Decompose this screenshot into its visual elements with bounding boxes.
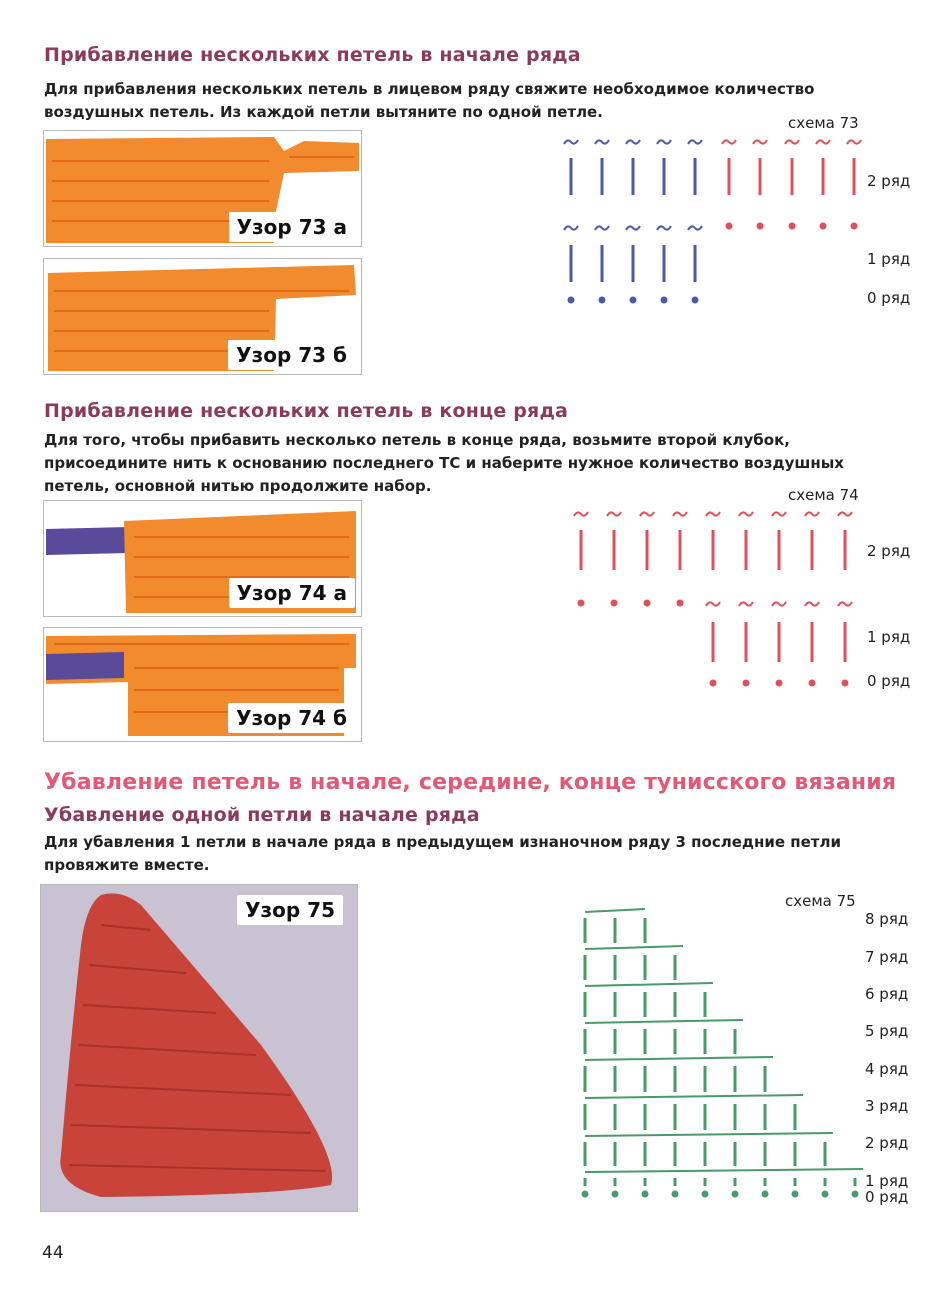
chain-stitch-mark [640,512,654,516]
chain-stitch-mark [772,512,786,516]
photo-pattern-74a [43,500,362,617]
chain-stitch-mark [739,512,753,516]
chain-stitch-mark [838,512,852,516]
loop-dot-mark [776,680,783,687]
loop-dot-mark [642,1191,649,1198]
loop-dot-mark [672,1191,679,1198]
caption-pattern-73a: Узор 73 а [229,212,355,242]
loop-dot-mark [822,1191,829,1198]
loop-dot-mark [726,223,733,230]
chain-stitch-mark [607,512,621,516]
section3-text-line2: провяжите вместе. [44,856,210,874]
loop-dot-mark [809,680,816,687]
loop-dot-mark [582,1191,589,1198]
chain-stitch-mark [657,226,671,230]
row-line-mark [585,909,645,912]
loop-dot-mark [842,680,849,687]
scheme-73-row-label: 1 ряд [867,250,911,268]
section2-text-line2: присоедините нить к основанию последнего ТС и наберите нужное количество воздушных [44,454,844,472]
section3-heading: Убавление петель в начале, середине, конце тунисского вязания [44,770,897,795]
caption-pattern-73b: Узор 73 б [228,340,355,370]
scheme-75-row-label: 1 ряд [865,1172,909,1190]
scheme-75-row-label: 8 ряд [865,910,909,928]
chain-stitch-mark [838,602,852,606]
photo-pattern-73a [43,130,362,247]
loop-dot-mark [820,223,827,230]
scheme-73-row-label: 0 ряд [867,289,911,307]
loop-dot-mark [644,600,651,607]
caption-pattern-74b: Узор 74 б [228,703,355,733]
scheme-75-row-label: 0 ряд [865,1188,909,1206]
chain-stitch-mark [657,140,671,144]
loop-dot-mark [599,297,606,304]
scheme-75-row-label: 5 ряд [865,1022,909,1040]
row-line-mark [585,1095,803,1098]
section1-text-line2: воздушных петель. Из каждой петли вытяните по одной петле. [44,103,603,121]
section1-title: Прибавление нескольких петель в начале ряда [44,44,581,66]
chain-stitch-mark [595,140,609,144]
row-line-mark [585,946,683,949]
section3-text-line1: Для убавления 1 петли в начале ряда в предыдущем изнаночном ряду 3 последние петли [44,833,841,851]
row-line-mark [585,1133,833,1136]
chain-stitch-mark [626,140,640,144]
scheme-75-row-label: 7 ряд [865,948,909,966]
scheme-75-diagram [575,900,875,1200]
loop-dot-mark [792,1191,799,1198]
chain-stitch-mark [688,226,702,230]
chain-stitch-mark [739,602,753,606]
section2-title: Прибавление нескольких петель в конце ряда [44,400,569,422]
scheme-74-row-label: 2 ряд [867,542,911,560]
chain-stitch-mark [706,602,720,606]
chain-stitch-mark [753,140,767,144]
photo-pattern-74b [43,627,362,742]
loop-dot-mark [568,297,575,304]
chain-stitch-mark [785,140,799,144]
chain-stitch-mark [564,140,578,144]
photo-pattern-75 [40,884,358,1212]
loop-dot-mark [757,223,764,230]
loop-dot-mark [611,600,618,607]
caption-pattern-74a: Узор 74 а [229,578,355,608]
section2-text-line1: Для того, чтобы прибавить несколько петель в конце ряда, возьмите второй клубок, [44,431,790,449]
scheme-74-label: схема 74 [788,486,859,504]
loop-dot-mark [702,1191,709,1198]
row-line-mark [585,1020,743,1023]
scheme-74-row-label: 0 ряд [867,672,911,690]
loop-dot-mark [851,223,858,230]
section2-text-line3: петель, основной нитью продолжите набор. [44,477,432,495]
scheme-74-diagram [565,500,885,700]
loop-dot-mark [692,297,699,304]
loop-dot-mark [612,1191,619,1198]
chain-stitch-mark [673,512,687,516]
row-line-mark [585,1057,773,1060]
caption-pattern-75: Узор 75 [237,895,343,925]
chain-stitch-mark [805,512,819,516]
knit-swatch-75 [41,885,357,1211]
chain-stitch-mark [706,512,720,516]
scheme-75-row-label: 6 ряд [865,985,909,1003]
loop-dot-mark [789,223,796,230]
scheme-75-row-label: 3 ряд [865,1097,909,1115]
chain-stitch-mark [564,226,578,230]
chain-stitch-mark [722,140,736,144]
loop-dot-mark [732,1191,739,1198]
chain-stitch-mark [816,140,830,144]
section3-title: Убавление одной петли в начале ряда [44,804,480,826]
chain-stitch-mark [595,226,609,230]
loop-dot-mark [743,680,750,687]
chain-stitch-mark [574,512,588,516]
loop-dot-mark [677,600,684,607]
loop-dot-mark [852,1191,859,1198]
photo-pattern-73b [43,258,362,375]
scheme-75-label: схема 75 [785,892,856,910]
loop-dot-mark [661,297,668,304]
loop-dot-mark [762,1191,769,1198]
page-number: 44 [42,1243,64,1263]
chain-stitch-mark [805,602,819,606]
scheme-75-row-label: 4 ряд [865,1060,909,1078]
chain-stitch-mark [772,602,786,606]
row-line-mark [585,1169,863,1172]
section1-text-line1: Для прибавления нескольких петель в лицевом ряду свяжите необходимое количество [44,80,815,98]
scheme-74-row-label: 1 ряд [867,628,911,646]
chain-stitch-mark [688,140,702,144]
loop-dot-mark [578,600,585,607]
scheme-75-row-label: 2 ряд [865,1134,909,1152]
row-line-mark [585,983,713,986]
chain-stitch-mark [626,226,640,230]
loop-dot-mark [710,680,717,687]
scheme-73-label: схема 73 [788,114,859,132]
loop-dot-mark [630,297,637,304]
scheme-73-diagram [555,130,875,310]
scheme-73-row-label: 2 ряд [867,172,911,190]
chain-stitch-mark [847,140,861,144]
